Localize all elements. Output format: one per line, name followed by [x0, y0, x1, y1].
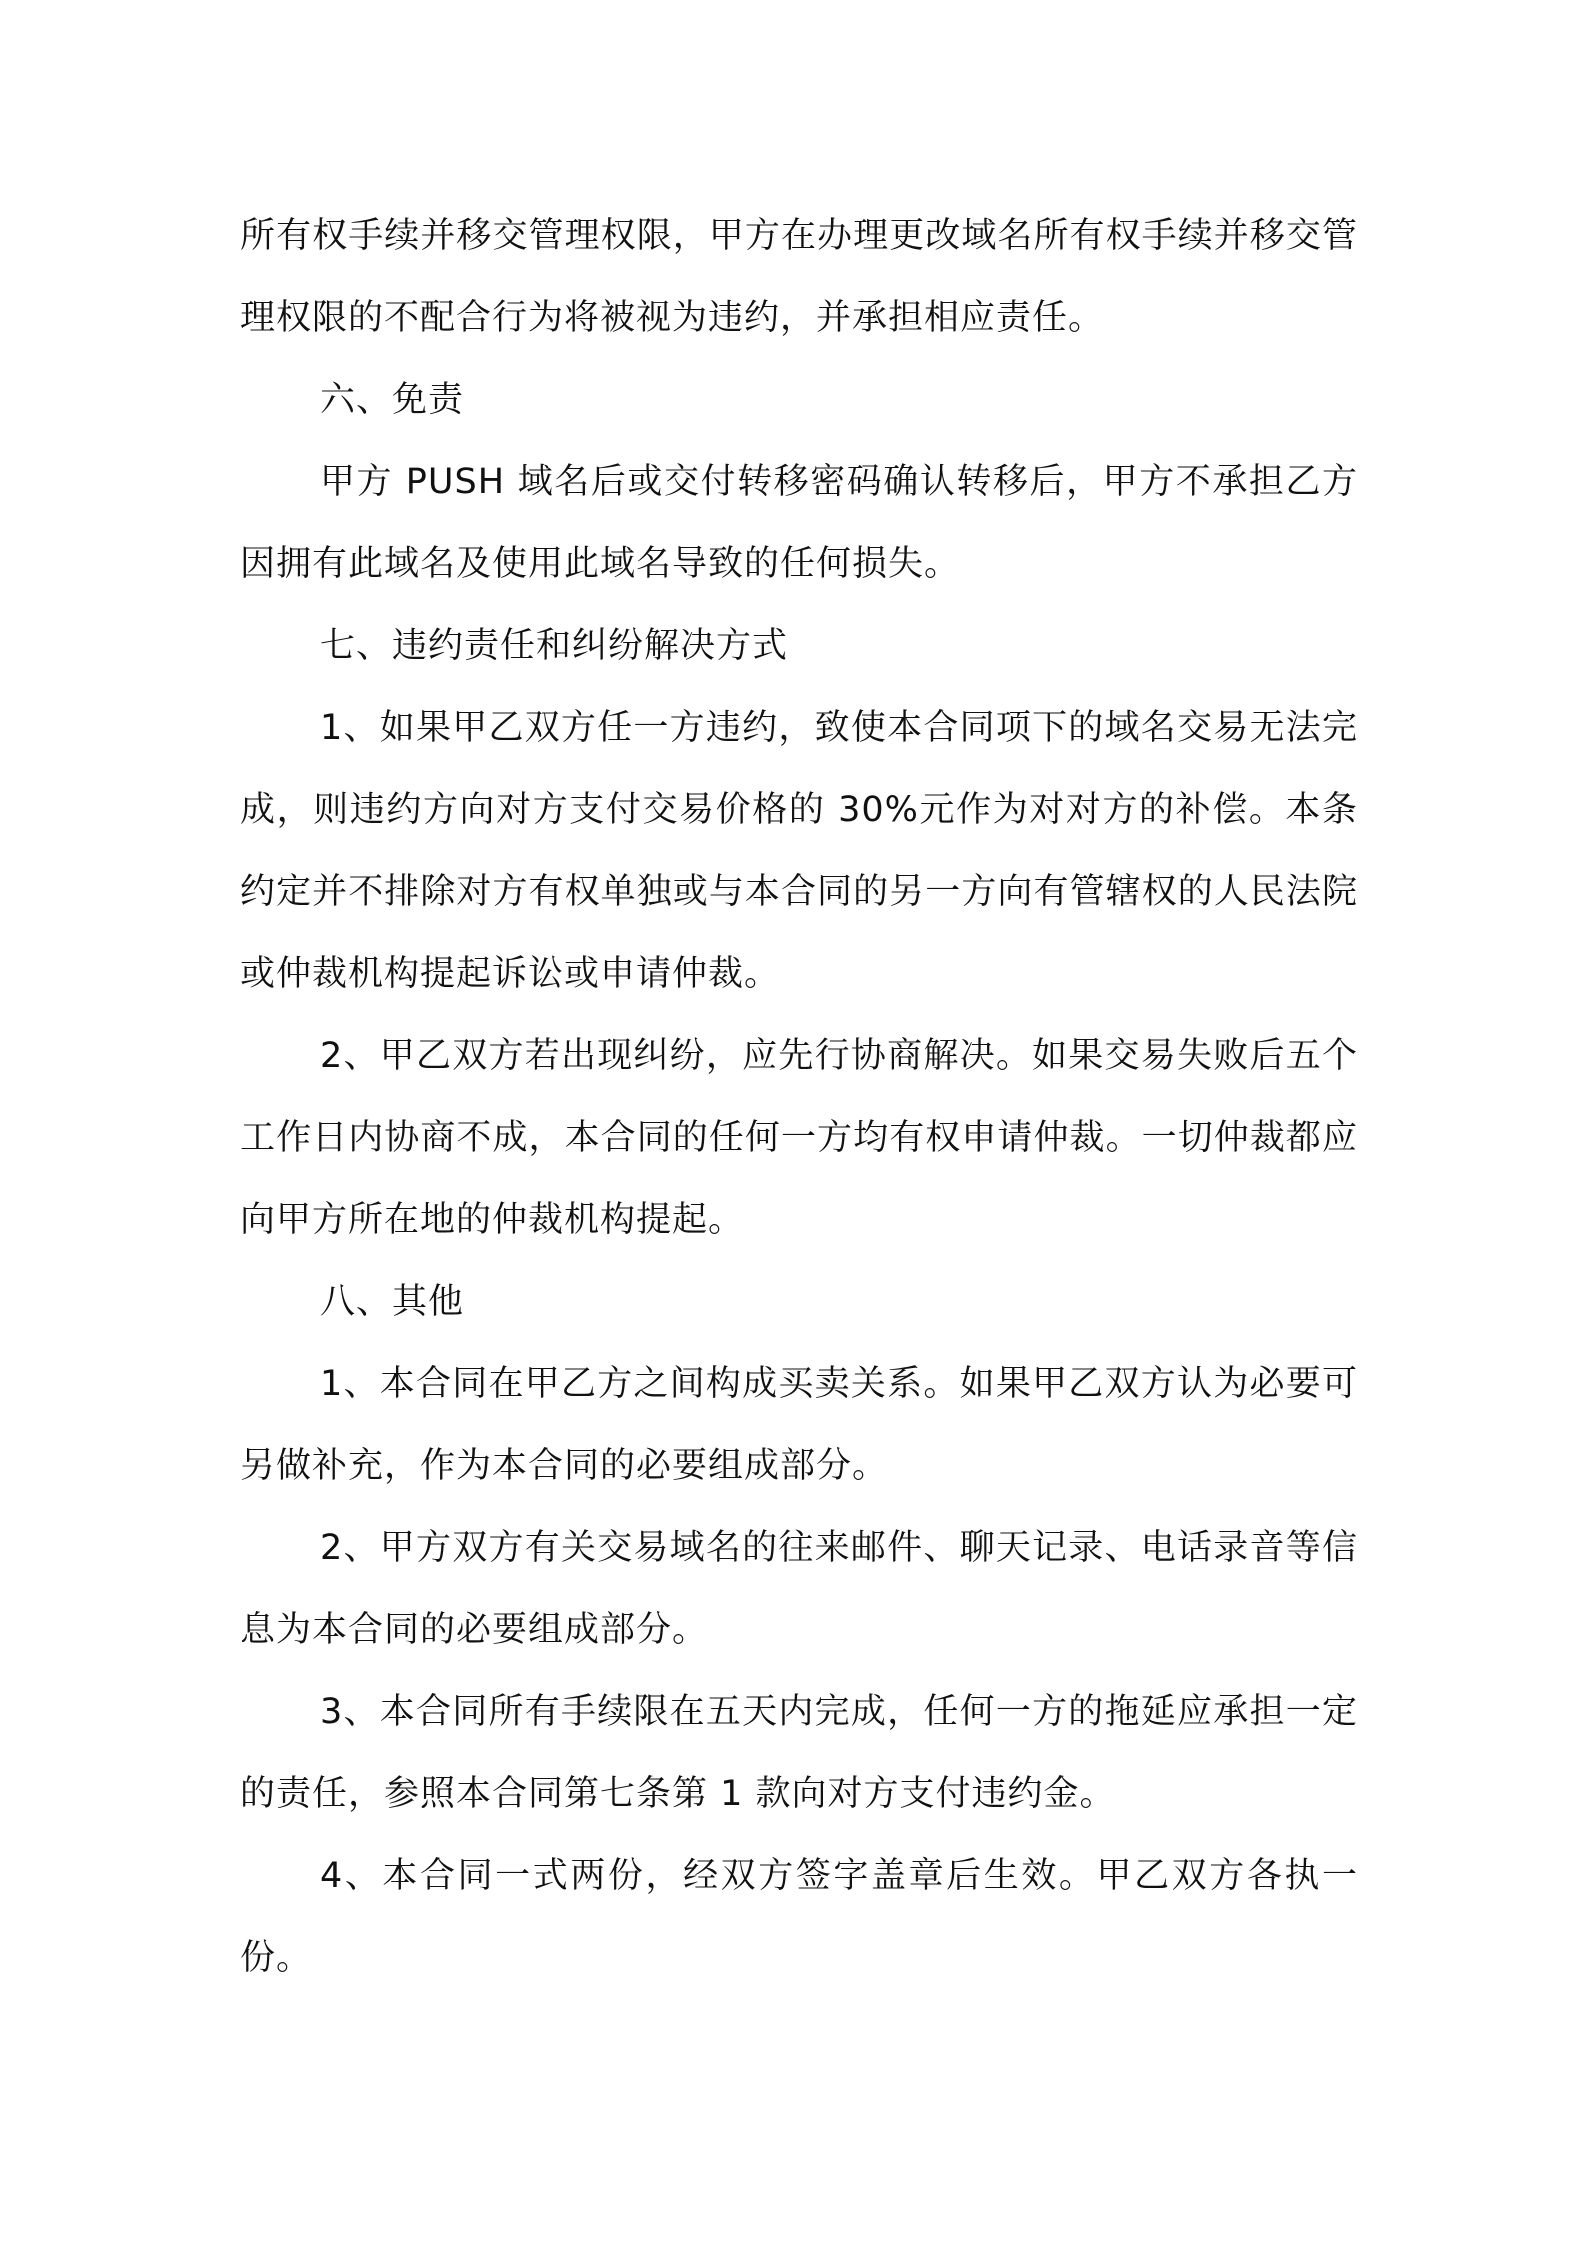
- section-heading-other: 八、其他: [320, 1282, 465, 1322]
- continuation-paragraph: 所有权手续并移交管理权限，甲方在办理更改域名所有权手续并移交管理权限的不配合行为将被视为违约，并承担相应责任。: [240, 216, 1358, 338]
- other-clause-4: 4、本合同一式两份，经双方签字盖章后生效。甲乙双方各执一份。: [240, 1856, 1358, 1978]
- other-clause-1: 1、本合同在甲乙方之间构成买卖关系。如果甲乙双方认为必要可另做补充，作为本合同的必要组成部分。: [240, 1364, 1358, 1486]
- document-page: [240, 195, 1358, 1999]
- liability-clause-2: 2、甲乙双方若出现纠纷，应先行协商解决。如果交易失败后五个工作日内协商不成，本合同的任何一方均有权申请仲裁。一切仲裁都应向甲方所在地的仲裁机构提起。: [240, 1036, 1358, 1240]
- other-clause-3: 3、本合同所有手续限在五天内完成，任何一方的拖延应承担一定的责任，参照本合同第七条第 1 款向对方支付违约金。: [240, 1692, 1358, 1814]
- section-heading-disclaimer: 六、免责: [320, 380, 465, 420]
- section-heading-liability: 七、违约责任和纠纷解决方式: [320, 626, 789, 666]
- disclaimer-paragraph: 甲方 PUSH 域名后或交付转移密码确认转移后，甲方不承担乙方因拥有此域名及使用此域名导致的任何损失。: [240, 462, 1358, 584]
- liability-clause-1: 1、如果甲乙双方任一方违约，致使本合同项下的域名交易无法完成，则违约方向对方支付交易价格的 30%元作为对对方的补偿。本条约定并不排除对方有权单独或与本合同的另一方向有管辖权的人民法院或仲裁机构提起诉讼或申请仲裁。: [240, 708, 1358, 994]
- other-clause-2: 2、甲方双方有关交易域名的往来邮件、聊天记录、电话录音等信息为本合同的必要组成部分。: [240, 1528, 1358, 1650]
